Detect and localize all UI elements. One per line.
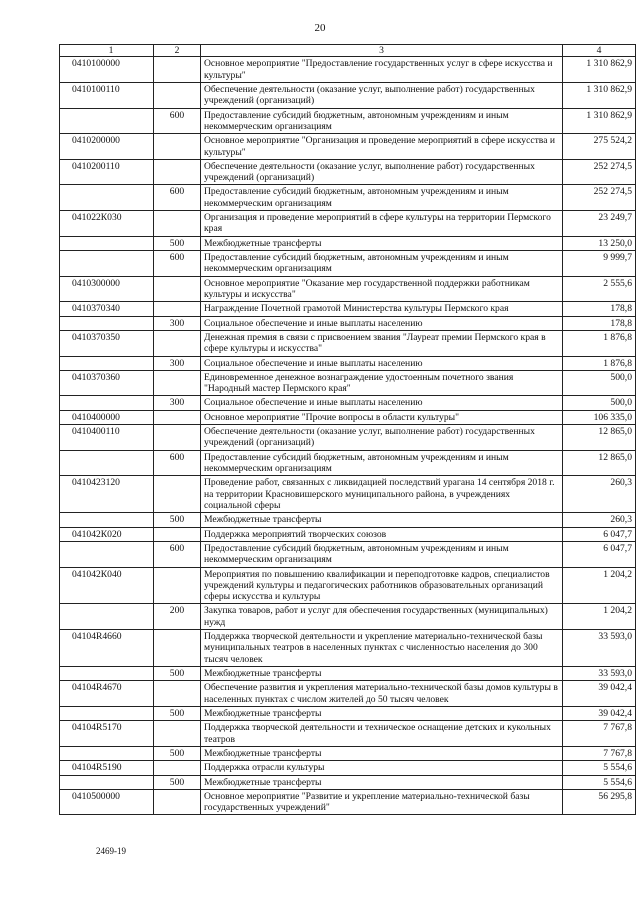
table-row: [60, 108, 636, 134]
row-amount: 13 250,0: [563, 236, 636, 250]
table-row: [60, 604, 636, 630]
row-name: Денежная премия в связи с присвоением звания "Лауреат премии Пермского края в сфере культуры и искусства": [201, 330, 563, 356]
row-name: Основное мероприятие "Прочие вопросы в области культуры": [201, 410, 563, 424]
row-amount: 178,8: [563, 316, 636, 330]
table-row: [60, 82, 636, 108]
row-expense-type: 600: [154, 541, 201, 567]
row-expense-type: 200: [154, 604, 201, 630]
row-name: Межбюджетные трансферты: [201, 706, 563, 720]
row-name: Награждение Почетной грамотой Министерства культуры Пермского края: [201, 302, 563, 316]
row-code: 0410370360: [60, 370, 154, 396]
table-row: [60, 185, 636, 211]
row-code: [60, 604, 154, 630]
row-amount: 500,0: [563, 396, 636, 410]
table-row: [60, 211, 636, 237]
table-row: [60, 789, 636, 815]
row-expense-type: [154, 370, 201, 396]
row-amount: 2 555,6: [563, 276, 636, 302]
row-code: 041042К040: [60, 567, 154, 604]
row-expense-type: 600: [154, 251, 201, 277]
row-expense-type: [154, 425, 201, 451]
row-code: [60, 108, 154, 134]
table-row: [60, 630, 636, 667]
row-code: [60, 746, 154, 760]
row-amount: 252 274,5: [563, 185, 636, 211]
row-amount: 56 295,8: [563, 789, 636, 815]
row-amount: 33 593,0: [563, 667, 636, 681]
table-row: [60, 356, 636, 370]
table-row: [60, 706, 636, 720]
table-row: [60, 134, 636, 160]
row-name: Мероприятия по повышению квалификации и переподготовке кадров, специалистов учреждений культуры и педагогических работников образовательных организаций сферы искусства и культуры: [201, 567, 563, 604]
header-col-2: 2: [154, 45, 201, 57]
table-row: [60, 746, 636, 760]
row-code: 0410100000: [60, 57, 154, 83]
table-row: [60, 330, 636, 356]
page-number: 20: [314, 22, 326, 34]
budget-table: [59, 44, 636, 815]
row-code: 041042К020: [60, 527, 154, 541]
table-row: [60, 396, 636, 410]
row-name: Межбюджетные трансферты: [201, 236, 563, 250]
row-amount: 1 876,8: [563, 330, 636, 356]
row-code: 0410200110: [60, 159, 154, 185]
row-code: [60, 251, 154, 277]
table-row: [60, 236, 636, 250]
row-amount: 5 554,6: [563, 775, 636, 789]
row-expense-type: [154, 721, 201, 747]
row-code: 0410400110: [60, 425, 154, 451]
row-expense-type: [154, 134, 201, 160]
row-expense-type: [154, 211, 201, 237]
table-row: [60, 302, 636, 316]
row-name: Социальное обеспечение и иные выплаты населению: [201, 316, 563, 330]
row-amount: 7 767,8: [563, 721, 636, 747]
table-row: [60, 251, 636, 277]
table-row: [60, 527, 636, 541]
table-row: [60, 159, 636, 185]
table-row: [60, 316, 636, 330]
row-expense-type: [154, 276, 201, 302]
table-row: [60, 761, 636, 775]
row-expense-type: [154, 567, 201, 604]
row-amount: 260,3: [563, 476, 636, 513]
row-amount: 33 593,0: [563, 630, 636, 667]
table-row: [60, 541, 636, 567]
table-row: [60, 775, 636, 789]
row-expense-type: 500: [154, 236, 201, 250]
row-code: 0410300000: [60, 276, 154, 302]
row-expense-type: 500: [154, 746, 201, 760]
row-amount: 39 042,4: [563, 681, 636, 707]
row-name: Межбюджетные трансферты: [201, 667, 563, 681]
row-amount: 9 999,7: [563, 251, 636, 277]
row-code: 04104R4660: [60, 630, 154, 667]
row-amount: 106 335,0: [563, 410, 636, 424]
row-code: 0410370340: [60, 302, 154, 316]
row-amount: 12 865,0: [563, 450, 636, 476]
row-amount: 1 310 862,9: [563, 82, 636, 108]
table-row: [60, 425, 636, 451]
table-row: [60, 567, 636, 604]
row-name: Основное мероприятие "Оказание мер государственной поддержки работникам культуры и искусства": [201, 276, 563, 302]
row-name: Предоставление субсидий бюджетным, автономным учреждениям и иным некоммерческим организациям: [201, 251, 563, 277]
row-code: [60, 541, 154, 567]
row-amount: 252 274,5: [563, 159, 636, 185]
row-expense-type: 500: [154, 667, 201, 681]
row-expense-type: 600: [154, 450, 201, 476]
row-name: Поддержка творческой деятельности и укрепление материально-технической базы муниципальных театров в населенных пунктах с численностью населения до 300 тысяч человек: [201, 630, 563, 667]
row-amount: 260,3: [563, 513, 636, 527]
row-expense-type: [154, 410, 201, 424]
row-code: 04104R5170: [60, 721, 154, 747]
row-name: Социальное обеспечение и иные выплаты населению: [201, 396, 563, 410]
table-row: [60, 721, 636, 747]
row-amount: 5 554,6: [563, 761, 636, 775]
row-amount: 6 047,7: [563, 541, 636, 567]
table-header-row: [60, 45, 636, 57]
row-expense-type: [154, 761, 201, 775]
header-col-3: 3: [201, 45, 563, 57]
row-expense-type: [154, 630, 201, 667]
row-name: Единовременное денежное вознаграждение удостоенным почетного звания "Народный мастер Пермского края": [201, 370, 563, 396]
row-name: Межбюджетные трансферты: [201, 746, 563, 760]
row-name: Предоставление субсидий бюджетным, автономным учреждениям и иным некоммерческим организациям: [201, 541, 563, 567]
row-amount: 275 524,2: [563, 134, 636, 160]
header-col-1: 1: [60, 45, 154, 57]
row-amount: 1 310 862,9: [563, 108, 636, 134]
row-name: Основное мероприятие "Предоставление государственных услуг в сфере искусства и культуры": [201, 57, 563, 83]
row-amount: 1 310 862,9: [563, 57, 636, 83]
row-code: 041022К030: [60, 211, 154, 237]
row-name: Закупка товаров, работ и услуг для обеспечения государственных (муниципальных) нужд: [201, 604, 563, 630]
row-expense-type: 300: [154, 356, 201, 370]
row-name: Организация и проведение мероприятий в сфере культуры на территории Пермского края: [201, 211, 563, 237]
row-name: Обеспечение деятельности (оказание услуг, выполнение работ) государственных учреждений (организаций): [201, 159, 563, 185]
row-name: Межбюджетные трансферты: [201, 775, 563, 789]
header-col-4: 4: [563, 45, 636, 57]
row-code: 0410100110: [60, 82, 154, 108]
row-name: Предоставление субсидий бюджетным, автономным учреждениям и иным некоммерческим организациям: [201, 108, 563, 134]
table-row: [60, 370, 636, 396]
row-expense-type: [154, 57, 201, 83]
row-name: Основное мероприятие "Организация и проведение мероприятий в сфере искусства и культуры": [201, 134, 563, 160]
row-expense-type: [154, 159, 201, 185]
row-name: Обеспечение развития и укрепления материально-технической базы домов культуры в населенных пунктах с числом жителей до 50 тысяч человек: [201, 681, 563, 707]
table-row: [60, 450, 636, 476]
table-row: [60, 681, 636, 707]
row-code: [60, 775, 154, 789]
row-expense-type: 600: [154, 185, 201, 211]
row-amount: 7 767,8: [563, 746, 636, 760]
row-code: [60, 356, 154, 370]
row-code: 04104R5190: [60, 761, 154, 775]
table-row: [60, 410, 636, 424]
row-amount: 1 204,2: [563, 604, 636, 630]
row-name: Основное мероприятие "Развитие и укрепление материально-технической базы государственных учреждений": [201, 789, 563, 815]
row-code: 0410500000: [60, 789, 154, 815]
row-code: [60, 706, 154, 720]
row-name: Поддержка творческой деятельности и техническое оснащение детских и кукольных театров: [201, 721, 563, 747]
row-expense-type: [154, 527, 201, 541]
row-amount: 6 047,7: [563, 527, 636, 541]
row-name: Межбюджетные трансферты: [201, 513, 563, 527]
row-code: 04104R4670: [60, 681, 154, 707]
row-name: Социальное обеспечение и иные выплаты населению: [201, 356, 563, 370]
row-code: [60, 185, 154, 211]
row-name: Поддержка мероприятий творческих союзов: [201, 527, 563, 541]
row-code: 0410423120: [60, 476, 154, 513]
table-row: [60, 476, 636, 513]
row-name: Обеспечение деятельности (оказание услуг, выполнение работ) государственных учреждений (организаций): [201, 82, 563, 108]
row-name: Проведение работ, связанных с ликвидацией последствий урагана 14 сентября 2018 г. на территории Красновишерского муниципального района, в учреждениях социальной сферы: [201, 476, 563, 513]
row-code: [60, 513, 154, 527]
row-code: [60, 396, 154, 410]
row-code: [60, 450, 154, 476]
row-expense-type: [154, 476, 201, 513]
row-amount: 12 865,0: [563, 425, 636, 451]
row-name: Предоставление субсидий бюджетным, автономным учреждениям и иным некоммерческим организациям: [201, 450, 563, 476]
row-code: [60, 667, 154, 681]
table-body: [60, 57, 636, 815]
row-expense-type: 500: [154, 775, 201, 789]
row-expense-type: [154, 681, 201, 707]
row-name: Поддержка отрасли культуры: [201, 761, 563, 775]
row-amount: 178,8: [563, 302, 636, 316]
row-expense-type: [154, 789, 201, 815]
row-code: 0410200000: [60, 134, 154, 160]
row-name: Предоставление субсидий бюджетным, автономным учреждениям и иным некоммерческим организациям: [201, 185, 563, 211]
row-amount: 23 249,7: [563, 211, 636, 237]
row-amount: 500,0: [563, 370, 636, 396]
row-amount: 1 204,2: [563, 567, 636, 604]
table-row: [60, 57, 636, 83]
row-expense-type: 300: [154, 396, 201, 410]
row-code: 0410400000: [60, 410, 154, 424]
table-row: [60, 276, 636, 302]
table-row: [60, 513, 636, 527]
row-expense-type: 500: [154, 513, 201, 527]
row-expense-type: [154, 302, 201, 316]
row-name: Обеспечение деятельности (оказание услуг, выполнение работ) государственных учреждений (организаций): [201, 425, 563, 451]
row-expense-type: 500: [154, 706, 201, 720]
row-expense-type: [154, 82, 201, 108]
row-expense-type: [154, 330, 201, 356]
row-amount: 1 876,8: [563, 356, 636, 370]
row-expense-type: 600: [154, 108, 201, 134]
row-code: 0410370350: [60, 330, 154, 356]
document-code: 2469-19: [96, 846, 126, 856]
table-row: [60, 667, 636, 681]
row-amount: 39 042,4: [563, 706, 636, 720]
row-code: [60, 316, 154, 330]
row-expense-type: 300: [154, 316, 201, 330]
row-code: [60, 236, 154, 250]
